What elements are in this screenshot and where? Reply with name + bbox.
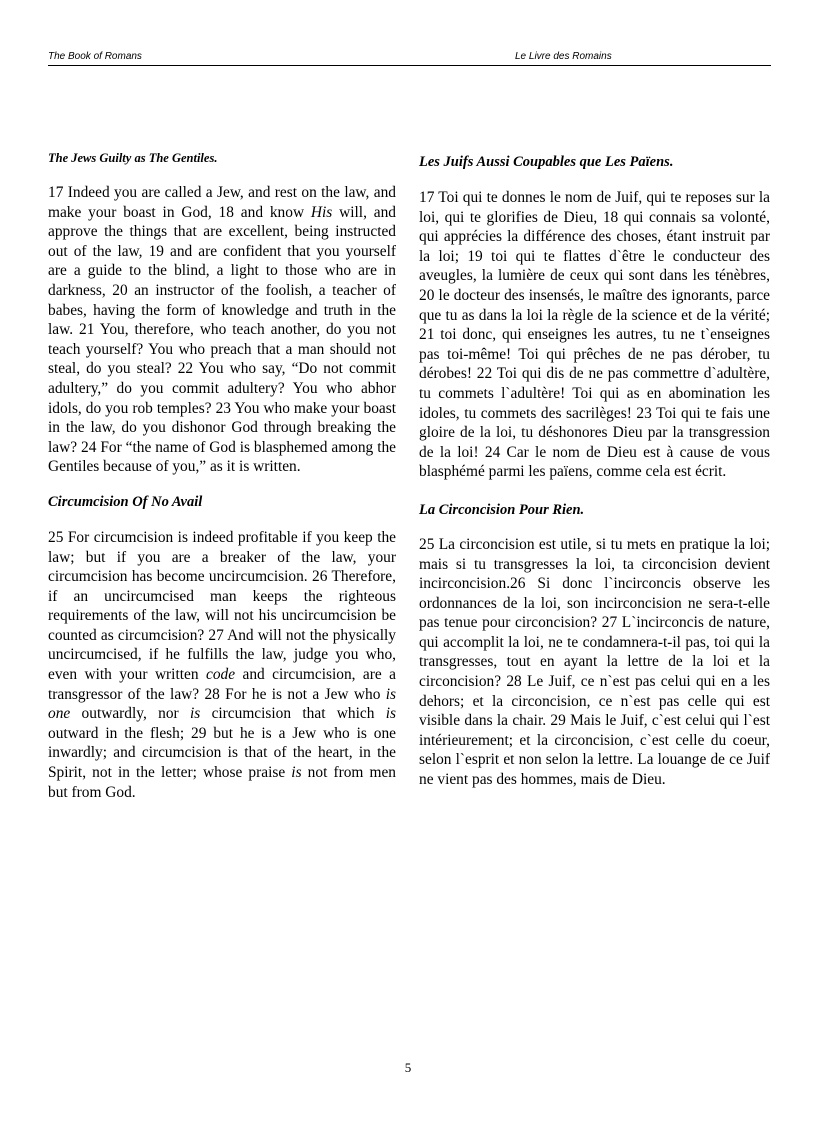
section-heading-french-2: La Circoncision Pour Rien. <box>419 501 585 518</box>
page-number: 5 <box>404 1060 412 1075</box>
french-paragraph-2: 25 La circoncision est utile, si tu mets en pratique la loi; mais si tu transgresses la loi, ta circoncision devient incirconcision.26 Si donc l`incirconcis observe les ordonnances de la loi, son incirconcision ne sera-t-elle pas tenue pour circoncision? 27 L`incirconcis de nature, qui accomplit la loi, ne te condamnera-t-il pas, toi qui la transgresses, tout en ayant la lettre de la loi et la circoncision? 28 Le Juif, ce n`est pas celui qui en a les dehors; et la circoncision, ce n`est pas celle qui est visible dans la chair. 29 Mais le Juif, c`est celui qui l`est intérieurement; et la circoncision, c`est celle du coeur, selon l`esprit et non selon la lettre. La louange de ce Juif ne vient pas des hommes, mais de Dieu. <box>419 535 770 789</box>
french-paragraph-1: 17 Toi qui te donnes le nom de Juif, qui te reposes sur la loi, qui te glorifies de Dieu, 18 qui connais sa volonté, qui apprécies la différence des choses, étant instruit par la loi; 19 toi qui te flattes d`être le conducteur des aveugles, la lumière de ceux qui sont dans les ténèbres, 20 le docteur des insensés, le maître des ignorants, parce que tu as dans la loi la règle de la science et de la vérité; 21 toi donc, qui enseignes les autres, tu ne t`enseignes pas toi-même! Toi qui prêches de ne pas dérober, tu dérobes! 22 Toi qui dis de ne pas commettre d`adultère, tu commets l`adultère! Toi qui as en abomination les idoles, tu commets des sacrilèges! 23 Toi qui te fais une gloire de la loi, tu déshonores Dieu par la transgression de la loi! 24 Car le nom de Dieu est à cause de vous blasphémé parmi les païens, comme cela est écrit. <box>419 189 770 481</box>
section-heading-english-2: Circumcision Of No Avail <box>48 493 203 510</box>
english-paragraph-1: 17 Indeed you are called a Jew, and rest on the law, and make your boast in God, 18 and know His will, and approve the things that are excellent, being instructed out of the law, 19 and are confident that you yourself are a guide to the blind, a light to those who are in darkness, 20 an instructor of the foolish, a teacher of babes, having the form of knowledge and truth in the law. 21 You, therefore, who teach another, do you not teach yourself? You who preach that a man should not steal, do you steal? 22 You who say, “Do not commit adultery,” do you commit adultery? You who abhor idols, do you rob temples? 23 You who make your boast in the law, do you dishonor God through breaking the law? 24 For “the name of God is blasphemed among the Gentiles because of you,” as it is written. <box>48 184 396 476</box>
running-header <box>48 51 771 66</box>
section-heading-french-1: Les Juifs Aussi Coupables que Les Païens. <box>419 154 674 170</box>
header-title-english: The Book of Romans <box>48 51 142 62</box>
english-column <box>48 150 396 802</box>
english-paragraph-2: 25 For circumcision is indeed profitable if you keep the law; but if you are a breaker of the law, your circumcision has become uncircumcision. 26 Therefore, if an uncircumcised man keeps the righteous requirements of the law, will not his uncircumcision be counted as circumcision? 27 And will not the physically uncircumcised, if he fulfills the law, judge you who, even with your written code and circumcision, are a transgressor of the law? 28 For he is not a Jew who is one outwardly, nor is circumcision that which is outward in the flesh; 29 but he is a Jew who is one inwardly; and circumcision is that of the heart, in the Spirit, not in the letter; whose praise is not from men but from God. <box>48 528 397 801</box>
french-column <box>419 150 770 790</box>
section-heading-english-1: The Jews Guilty as The Gentiles. <box>48 151 218 165</box>
header-title-french: Le Livre des Romains <box>515 51 612 62</box>
